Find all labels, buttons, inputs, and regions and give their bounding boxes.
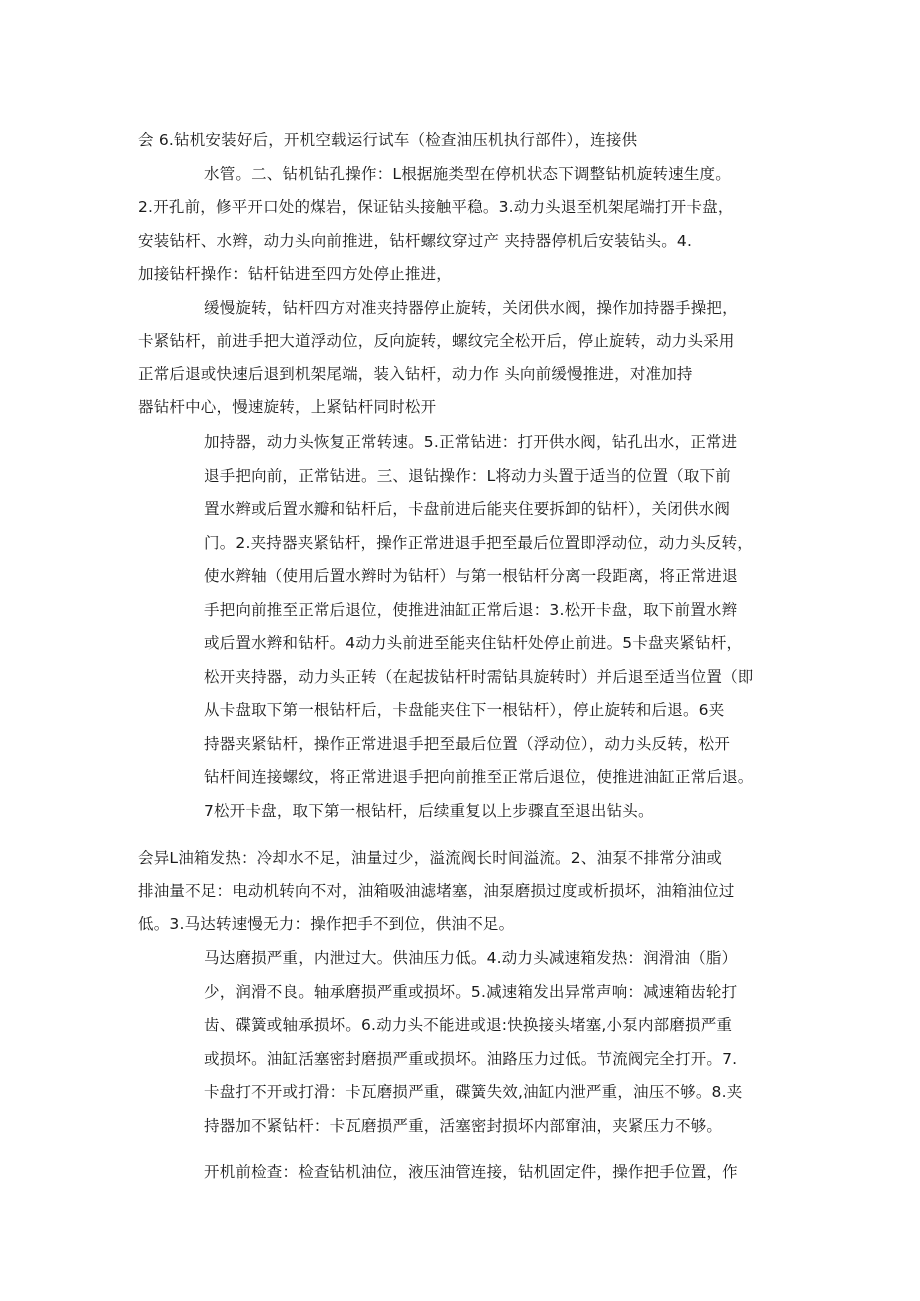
text-line: 少，润滑不良。轴承磨损严重或损坏。5.减速箱发出异常声响：减速箱齿轮打: [204, 983, 738, 1001]
text-line: 水管。二、钻机钻孔操作：L根据施类型在停机状态下调整钻机旋转速生度。: [204, 165, 731, 183]
text-line: 钻杆间连接螺纹，将正常进退手把向前推至正常后退位，使推进油缸正常后退。: [204, 768, 754, 786]
text-line: 齿、碟簧或轴承损坏。6.动力头不能进或退:快换接头堵塞,小泵内部磨损严重: [204, 1016, 733, 1034]
text-line: 开机前检查：检查钻机油位，液压油管连接，钻机固定件，操作把手位置，作: [204, 1163, 738, 1181]
text-line: 会异L油箱发热：冷却水不足，油量过少，溢流阀长时间溢流。2、油泵不排常分油或: [138, 849, 723, 867]
text-line: 缓慢旋转，钻杆四方对准夹持器停止旋转，关闭供水阀，操作加持器手操把，: [204, 299, 738, 317]
text-line: 退手把向前，正常钻进。三、退钻操作：L将动力头置于适当的位置（取下前: [204, 467, 731, 485]
text-line: 安装钻杆、水辫，动力头向前推进，钻杆螺纹穿过产 夹持器停机后安装钻头。4.: [138, 232, 693, 250]
text-line: 卡紧钻杆，前进手把大道浮动位，反向旋转，螺纹完全松开后，停止旋转，动力头采用: [138, 332, 735, 350]
text-line: 排油量不足：电动机转向不对，油箱吸油滤堵塞，油泵磨损过度或析损坏，油箱油位过: [138, 882, 735, 900]
text-line: 会 6.钻机安装好后，开机空载运行试车（检查油压机执行部件），连接供: [138, 131, 638, 149]
text-line: 持器夹紧钻杆，操作正常进退手把至最后位置（浮动位），动力头反转，松开: [204, 735, 731, 753]
text-line: 加接钻杆操作：钻杆钻进至四方处停止推进，: [138, 265, 453, 283]
text-line: 门。2.夹持器夹紧钻杆，操作正常进退手把至最后位置即浮动位，动力头反转，: [204, 534, 753, 552]
text-line: 7松开卡盘，取下第一根钻杆，后续重复以上步骤直至退出钻头。: [204, 802, 654, 820]
text-line: 马达磨损严重，内泄过大。供油压力低。4.动力头减速箱发热：润滑油（脂）: [204, 949, 738, 967]
text-line: 置水辫或后置水瓣和钻杆后，卡盘前进后能夹住要拆卸的钻杆），关闭供水阀: [204, 500, 731, 518]
text-line: 手把向前推至正常后退位，使推进油缸正常后退：3.松开卡盘，取下前置水辫: [204, 601, 738, 619]
text-line: 低。3.马达转速慢无力：操作把手不到位，供油不足。: [138, 915, 515, 933]
text-line: 器钻杆中心，慢速旋转，上紧钻杆同时松开: [138, 398, 437, 416]
text-line: 正常后退或快速后退到机架尾端，装入钻杆，动力作 头向前缓慢推进，对准加持: [138, 365, 693, 383]
text-line: 松开夹持器，动力头正转（在起拔钻杆时需钻具旋转时）并后退至适当位置（即: [204, 668, 754, 686]
text-line: 使水辫轴（使用后置水辫时为钻杆）与第一根钻杆分离一段距离，将正常进退: [204, 567, 738, 585]
text-line: 加持器，动力头恢复正常转速。5.正常钻进：打开供水阀，钻孔出水，正常进: [204, 433, 738, 451]
text-line: 2.开孔前，修平开口处的煤岩，保证钻头接触平稳。3.动力头退至机架尾端打开卡盘，: [138, 198, 734, 216]
text-line: 或后置水辫和钻杆。4动力头前进至能夹住钻杆处停止前进。5卡盘夹紧钻杆，: [204, 634, 743, 652]
text-line: 或损坏。油缸活塞密封磨损严重或损坏。油路压力过低。节流阀完全打开。7.: [204, 1050, 738, 1068]
text-line: 持器加不紧钻杆：卡瓦磨损严重，活塞密封损坏内部窜油，夹紧压力不够。: [204, 1117, 723, 1135]
text-line: 从卡盘取下第一根钻杆后，卡盘能夹住下一根钻杆），停止旋转和后退。6夹: [204, 701, 725, 719]
text-line: 卡盘打不开或打滑：卡瓦磨损严重，碟簧失效,油缸内泄严重，油压不够。8.夹: [204, 1083, 743, 1101]
